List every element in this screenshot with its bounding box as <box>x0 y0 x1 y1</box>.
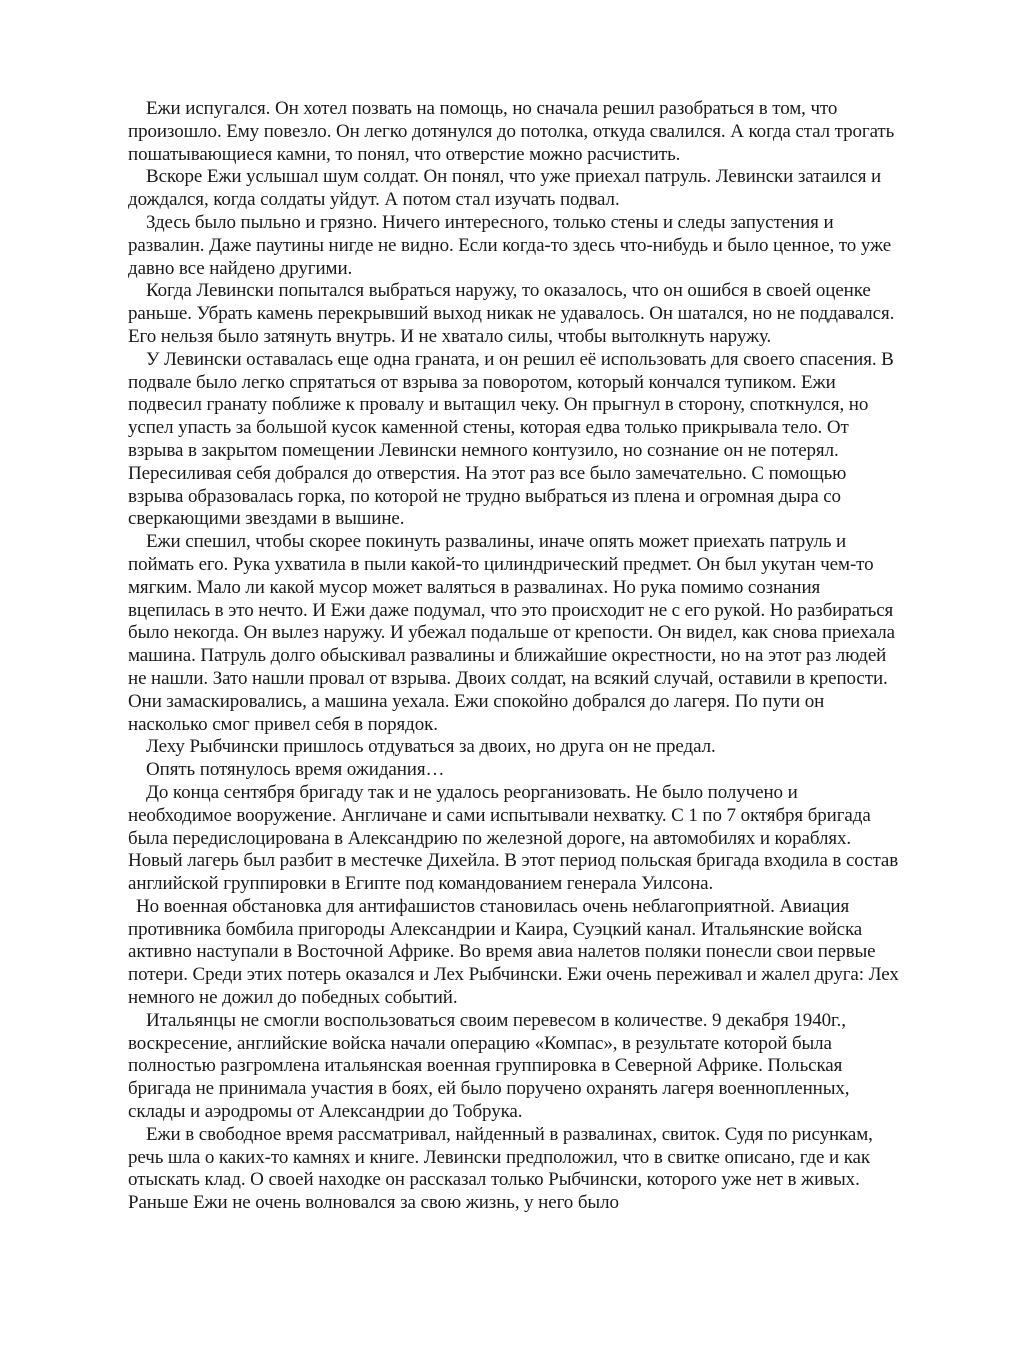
paragraph-12: Ежи в свободное время рассматривал, найденный в развалинах, свиток. Судя по рисункам, речь шла о каких-то камнях и книге. Левински предположил, что в свитке описано, где и как отыскать клад. О своей находке он рассказал только Рыбчински, которого уже нет в живых. Раньше Ежи не очень волновался за свою жизнь, у него было <box>128 1123 873 1214</box>
paragraph-7: Леху Рыбчински пришлось отдуваться за двоих, но друга он не предал. <box>146 736 716 758</box>
paragraph-2: Вскоре Ежи услышал шум солдат. Он понял, что уже приехал патруль. Левински затаился и дождался, когда солдаты уйдут. А потом стал изучать подвал. <box>128 166 882 211</box>
paragraph-8: Опять потянулось время ожидания… <box>146 759 445 781</box>
paragraph-3: Здесь было пыльно и грязно. Ничего интересного, только стены и следы запустения и развалин. Даже паутины нигде не видно. Если когда-то здесь что-нибудь и было ценное, то уже давно все найдено другими. <box>128 211 892 279</box>
paragraph-10: Но военная обстановка для антифашистов становилась очень неблагоприятной. Авиация противника бомбила пригороды Александрии и Каира, Суэцкий канал. Итальянские войска активно наступали в Восточной Африке. Во время авиа налетов поляки понесли свои первые потери. Среди этих потерь оказался и Лех Рыбчински. Ежи очень переживал и жалел друга: Лех немного не дожил до победных событий. <box>128 895 899 1009</box>
paragraph-5: У Левински оставалась еще одна граната, и он решил её использовать для своего спасения. В подвале было легко спрятаться от взрыва за поворотом, который кончался тупиком. Ежи подвесил гранату поближе к провалу и вытащил чеку. Он прыгнул в сторону, споткнулся, но успел упасть за большой кусок каменной стены, которая едва только прикрывала тело. От взрыва в закрытом помещении Левински немного контузило, но сознание он не потерял. Пересиливая себя добрался до отверстия. На этот раз все было замечательно. С помощью взрыва образовалась горка, по которой не трудно выбраться из плена и огромная дыра со сверкающими звездами в вышине. <box>128 348 894 530</box>
document-page <box>128 98 900 1215</box>
paragraph-6: Ежи спешил, чтобы скорее покинуть развалины, иначе опять может приехать патруль и поймать его. Рука ухватила в пыли какой-то цилиндрический предмет. Он был укутан чем-то мягким. Мало ли какой мусор может валяться в развалинах. Но рука помимо сознания вцепилась в это нечто. И Ежи даже подумал, что это происходит не с его рукой. Но разбираться было некогда. Он вылез наружу. И убежал подальше от крепости. Он видел, как снова приехала машина. Патруль долго обыскивал развалины и ближайшие окрестности, но на этот раз людей не нашли. Зато нашли провал от взрыва. Двоих солдат, на всякий случай, оставили в крепости. Они замаскировались, а машина уехала. Ежи спокойно добрался до лагеря. По пути он насколько смог привел себя в порядок. <box>128 531 895 735</box>
paragraph-9: До конца сентября бригаду так и не удалось реорганизовать. Не было получено и необходимое вооружение. Англичане и сами испытывали нехватку. С 1 по 7 октября бригада была передислоцирована в Александрию по железной дороге, на автомобилях и кораблях. Новый лагерь был разбит в местечке Дихейла. В этот период польская бригада входила в состав английской группировки в Египте под командованием генерала Уилсона. <box>128 781 899 895</box>
paragraph-1: Ежи испугался. Он хотел позвать на помощь, но сначала решил разобраться в том, что произошло. Ему повезло. Он легко дотянулся до потолка, откуда свалился. А когда стал трогать пошатывающиеся камни, то понял, что отверстие можно расчистить. <box>128 98 895 165</box>
paragraph-11: Итальянцы не смогли воспользоваться своим перевесом в количестве. 9 декабря 1940г., воскресение, английские войска начали операцию «Компас», в результате которой была полностью разгромлена итальянская военная группировка в Северной Африке. Польская бригада не принимала участия в боях, ей было поручено охранять лагеря военнопленных, склады и аэродромы от Александрии до Тобрука. <box>128 1009 850 1123</box>
paragraph-4: Когда Левински попытался выбраться наружу, то оказалось, что он ошибся в своей оценке раньше. Убрать камень перекрывший выход никак не удавалось. Он шатался, но не поддавался. Его нельзя было затянуть внутрь. И не хватало силы, чтобы вытолкнуть наружу. <box>128 280 895 347</box>
